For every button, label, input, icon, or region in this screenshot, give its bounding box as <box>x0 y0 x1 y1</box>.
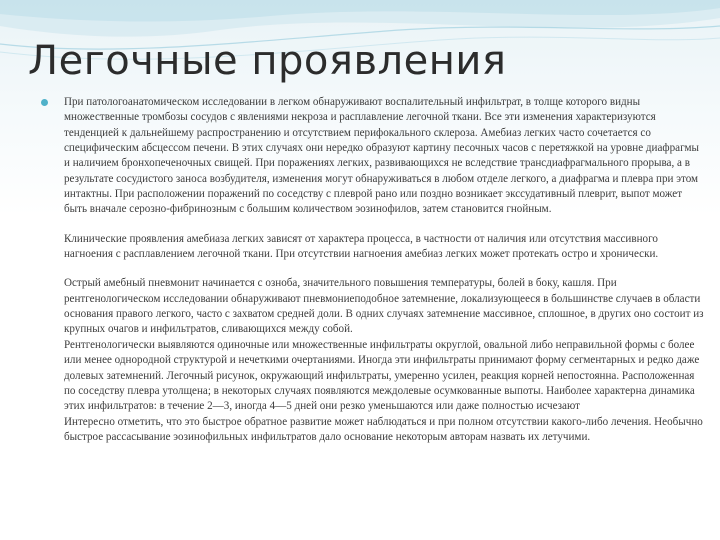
slide-title: Легочные проявления <box>28 38 507 84</box>
paragraph-regression: Интересно отметить, что это быстрое обратное развитие может наблюдаться и при полном отсутствии какого-либо лечения. Необычно быстрое рассасывание эозинофильных инфильтратов дало основание некоторым авторам назвать их летучими. <box>64 415 703 443</box>
bullet-icon <box>41 99 48 106</box>
paragraph-radiology: Рентгенологически выявляются одиночные или множественные инфильтраты округлой, овальной либо неправильной формы с более или менее однородной структурой и нечеткими очертаниями. Иногда эти инфильтраты принимают форму сегментарных и редко даже долевых затемнений. Легочный рисунок, окружающий инфильтраты, умеренно усилен, реакция корней непостоянна. Расположенная по соседству плевра утолщена; в некоторых случаях появляются междолевые осумкованные выпоты. Наиболее характерна динамика этих инфильтратов: в течение 2—3, иногда 4—5 дней они резко уменьшаются или даже полностью исчезают <box>64 338 700 413</box>
bullet-item <box>40 95 704 445</box>
paragraph-clinical: Клинические проявления амебиаза легких зависят от характера процесса, в частности от наличия или отсутствия массивного нагноения с расплавлением легочной ткани. При отсутствии нагноения амебиаз легких может протекать остро и хронически. <box>64 232 659 261</box>
paragraph-acute-pneumonitis: Острый амебный пневмонит начинается с озноба, значительного повышения температуры, болей в боку, кашля. При рентгенологическом исследовании обнаруживают пневмониеподобное затемнение, локализующееся в большинстве случаев в области основания правого легкого, часто с захватом средней доли. В одних случаях затемнение массивное, сплошное, в других оно состоит из крупных очагов и инфильтратов, сливающихся между собой. <box>64 277 704 336</box>
paragraph-pathology: При патологоанатомическом исследовании в легком обнаруживают воспалительный инфильтрат, в толще которого видны множественные тромбозы сосудов с явлениями некроза и расплавление легочной ткани. Все эти изменения характеризуются тенденцией к дальнейшему распространению и отсутствием перифокального склероза. Амебиаз легких часто сочетается со специфическим абсцессом печени. В этих случаях они нередко образуют картину песочных часов с перетяжкой на уровне диафрагмы и наличием бронхопеченочных свищей. При поражениях легких, развивающихся не вследствие трансдиафрагмального прорыва, а в результате сосудистого заноса возбудителя, изменения могут обнаруживаться в любом отделе легкого, а диафрагма и плевра при этом интактны. При расположении поражений по соседству с плеврой рано или поздно возникает экссудативный плеврит, выпот может быть вначале серозно-фибринозным с большим количеством эозинофилов, затем становится гнойным. <box>64 96 699 216</box>
bullet-text <box>64 95 704 445</box>
